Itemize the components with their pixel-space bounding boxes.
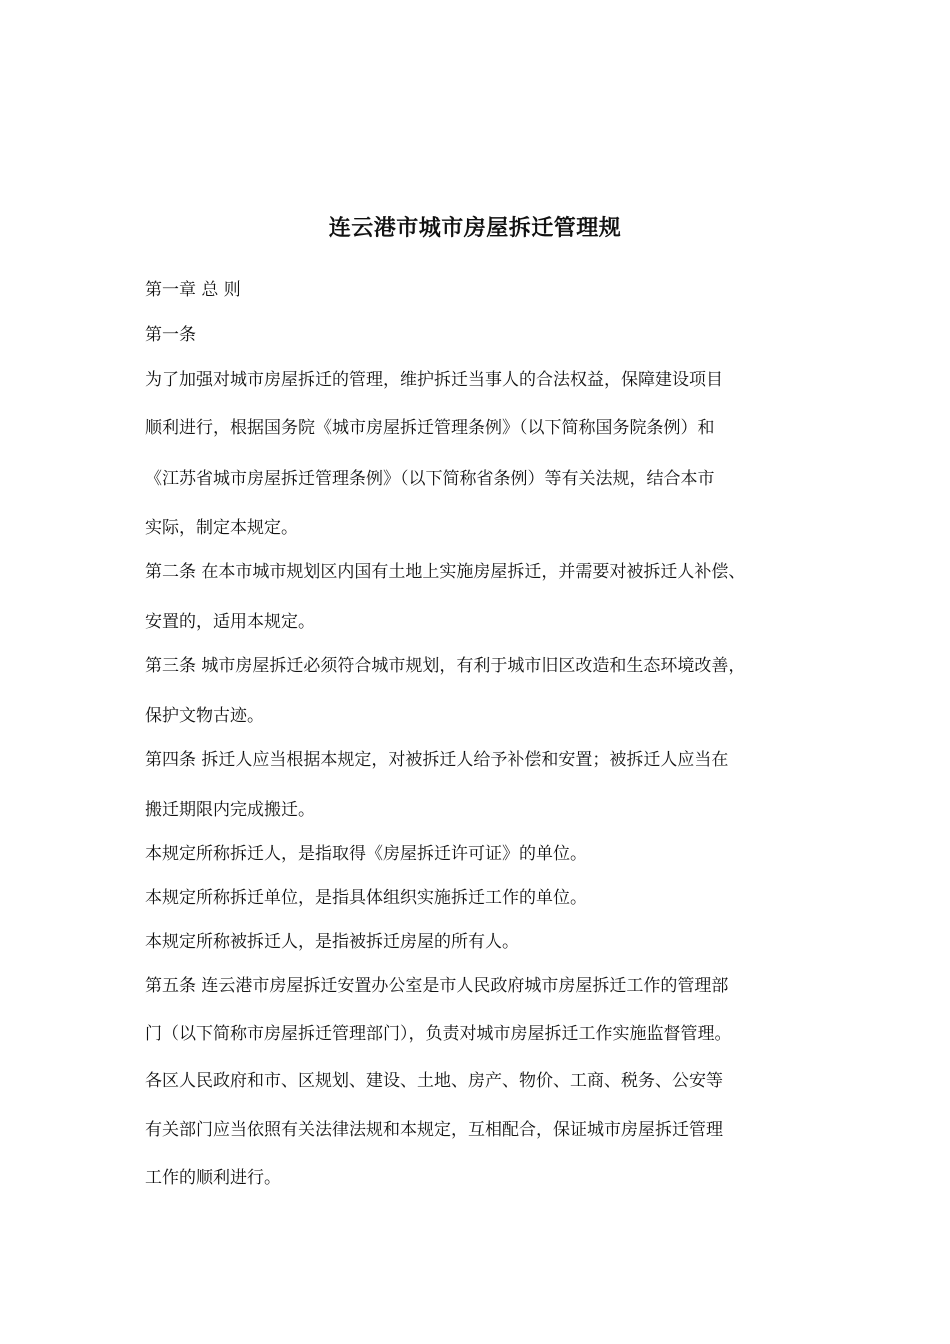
- definition-demolition-unit: 本规定所称拆迁单位，是指具体组织实施拆迁工作的单位。: [145, 888, 587, 908]
- definition-demolished-party: 本规定所称被拆迁人，是指被拆迁房屋的所有人。: [145, 932, 519, 952]
- article-1-heading: 第一条: [145, 325, 196, 345]
- document-title: 连云港市城市房屋拆迁管理规: [328, 215, 622, 241]
- article-4-line-2: 搬迁期限内完成搬迁。: [145, 800, 315, 820]
- article-5-line-1: 第五条 连云港市房屋拆迁安置办公室是市人民政府城市房屋拆迁工作的管理部: [145, 976, 729, 996]
- article-5-line-2: 门（以下简称市房屋拆迁管理部门），负责对城市房屋拆迁工作实施监督管理。: [145, 1024, 732, 1044]
- article-3-line-1: 第三条 城市房屋拆迁必须符合城市规划，有利于城市旧区改造和生态环境改善，: [145, 656, 746, 676]
- chapter-heading: 第一章 总 则: [145, 280, 241, 300]
- article-2-line-1: 第二条 在本市城市规划区内国有土地上实施房屋拆迁，并需要对被拆迁人补偿、: [145, 562, 746, 582]
- article-5-line-3: 各区人民政府和市、区规划、建设、土地、房产、物价、工商、税务、公安等: [145, 1071, 723, 1091]
- article-1-line-2: 顺利进行，根据国务院《城市房屋拆迁管理条例》（以下简称国务院条例）和: [145, 418, 715, 438]
- article-1-line-4: 实际，制定本规定。: [145, 518, 298, 538]
- article-3-line-2: 保护文物古迹。: [145, 706, 264, 726]
- article-1-line-3: 《江苏省城市房屋拆迁管理条例》（以下简称省条例）等有关法规，结合本市: [145, 469, 715, 489]
- article-5-line-4: 有关部门应当依照有关法律法规和本规定，互相配合，保证城市房屋拆迁管理: [145, 1120, 723, 1140]
- article-5-line-5: 工作的顺利进行。: [145, 1168, 281, 1188]
- article-1-line-1: 为了加强对城市房屋拆迁的管理，维护拆迁当事人的合法权益，保障建设项目: [145, 370, 723, 390]
- article-2-line-2: 安置的，适用本规定。: [145, 612, 315, 632]
- definition-demolisher: 本规定所称拆迁人，是指取得《房屋拆迁许可证》的单位。: [145, 844, 587, 864]
- article-4-line-1: 第四条 拆迁人应当根据本规定，对被拆迁人给予补偿和安置；被拆迁人应当在: [145, 750, 729, 770]
